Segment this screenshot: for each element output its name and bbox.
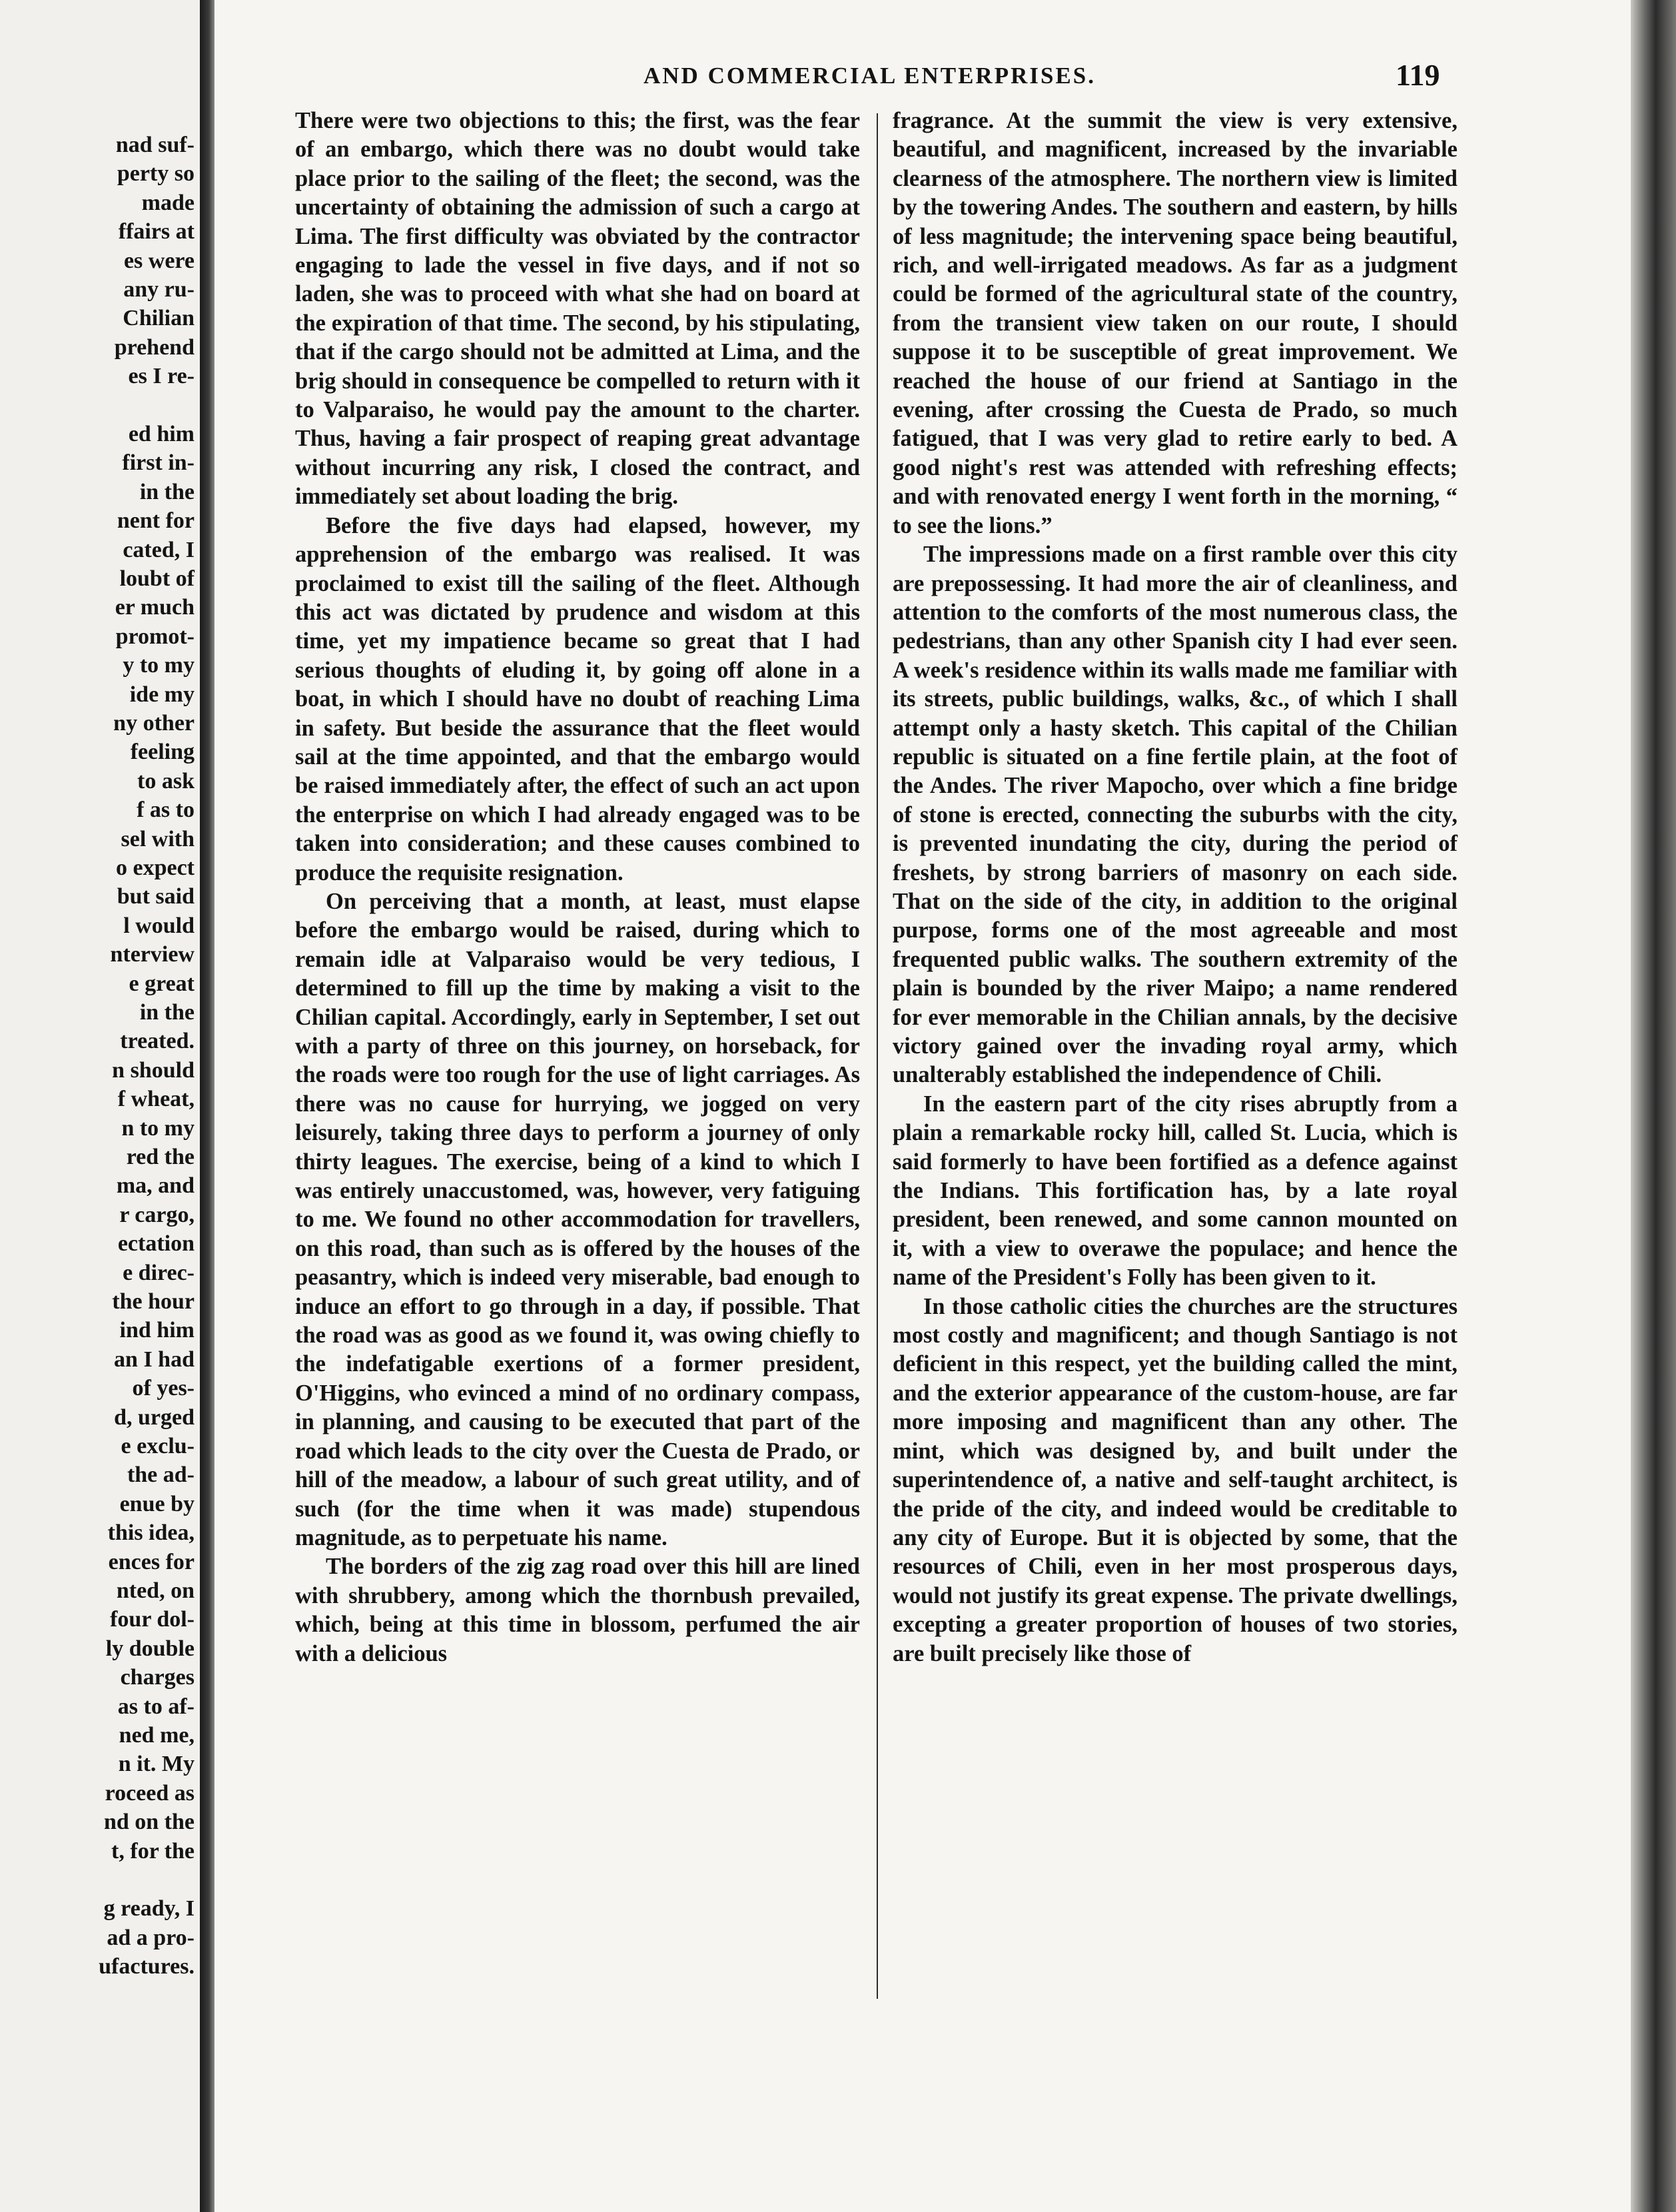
left-page-fragment: prehend <box>114 334 195 360</box>
left-page-fragment: roceed as <box>105 1780 195 1806</box>
left-page-fragment: ned me, <box>119 1723 195 1748</box>
left-page-fragment: o expect <box>115 855 195 880</box>
left-page-fragment: nterview <box>110 942 195 967</box>
left-page-fragment: four dol- <box>110 1607 195 1632</box>
left-page-fragment: e exclu- <box>121 1434 195 1458</box>
left-page-fragment: red the <box>126 1145 195 1169</box>
left-page-fragment: d, urged <box>114 1404 195 1430</box>
paragraph: fragrance. At the summit the view is very extensive, beautiful, and magnificent, increased by the invariable clearness of the atmosphere. The northern view is limited by the towering Andes. The southern and eastern, by hills of less magnitude; the intervening space being beautiful, rich, and well-irrigated meadows. As far as a judgment could be formed of the agricultural state of the country, from the transient view taken on our route, I should suppose it to be susceptible of great improvement. We reached the house of our friend at Santiago in the evening, after crossing the Cuesta de Prado, so much fatigued, that I was very glad to retire early to bed. A good night's rest was attended with refreshing effects; and with renovated energy I went forth in the morning, “ to see the lions.” <box>893 108 1458 538</box>
left-page-fragment: es I re- <box>128 364 195 389</box>
left-page-fragment: t, for the <box>111 1838 195 1864</box>
paragraph: Before the five days had elapsed, however, my apprehension of the embargo was realised. It was proclaimed to exist till the sailing of the fleet. Although this act was dictated by prudence and wisdom at this time, yet my impatience became so great that I had serious thoughts of eluding it, by going off alone in a boat, in which I should have no doubt of reaching Lima in safety. But beside the assurance that the fleet would sail at the time appointed, and that the embargo would be raised immediately after, the effect of such an act upon the enterprise on which I had already engaged was to be taken into consideration; and these causes combined to produce the requisite resignation. <box>295 512 860 885</box>
left-page-fragment: ad a pro- <box>107 1925 195 1950</box>
left-page-fragment: ectation <box>117 1231 195 1257</box>
paragraph: There were two objections to this; the first, was the fear of an embargo, which there was no doubt would take place prior to the sailing of the fleet; the second, was the uncertainty of obtaining the admission of such a cargo at Lima. The first difficulty was obviated by the contractor engaging to lade the vessel in five days, and if not so laden, she was to proceed with what she had on board at the expiration of that time. The second, by his stipulating, that if the cargo should not be admitted at Lima, and the brig should in consequence be compelled to return with it to Valparaiso, he would pay the amount to the charter. Thus, having a fair prospect of reaping great advantage without incurring any risk, I closed the contract, and immediately set about loading the brig. <box>295 108 860 510</box>
left-page-fragment: ny other <box>113 711 195 736</box>
left-page-fragment: ly double <box>105 1636 195 1661</box>
left-page-fragment: ffairs at <box>118 219 195 245</box>
left-page-fragment: this idea, <box>107 1520 195 1546</box>
paragraph: In those catholic cities the churches are the structures most costly and magnificent; and though Santiago is not deficient in this respect, yet the building called the mint, and the exterior appearance of the custom-house, are far more imposing and magnificent than any other. The mint, which was designed by, and built under the superintendence of, a native and self-taught architect, is the pride of the city, and indeed would be creditable to any city of Europe. But it is objected by some, that the resources of Chili, even in her most prosperous days, would not justify its great expense. The private dwellings, excepting a greater proportion of houses of two stories, are built precisely like those of <box>893 1293 1458 1666</box>
left-page-fragment: cated, I <box>123 537 195 562</box>
left-page-fragment: n should <box>112 1057 195 1083</box>
left-page-fragment: enue by <box>119 1491 195 1516</box>
left-page-fragment: charges <box>120 1665 195 1690</box>
left-page-fragment: in the <box>139 479 195 504</box>
left-page-fragment: e great <box>129 971 195 996</box>
left-text-column <box>295 107 860 1668</box>
left-page-fragment: n to my <box>121 1115 195 1141</box>
left-page-fragment: l would <box>123 913 195 938</box>
left-page-fragment: f as to <box>137 798 195 823</box>
left-page-fragment: ind him <box>119 1318 195 1343</box>
left-page-fragment: feeling <box>130 740 195 765</box>
left-page-fragment: an I had <box>114 1347 195 1372</box>
right-page-edge <box>1631 0 1676 2212</box>
left-page-fragment: ide my <box>129 682 195 707</box>
left-page-fragment: any ru- <box>123 277 195 302</box>
left-page-fragment: ma, and <box>116 1173 195 1199</box>
left-page-fragment: treated. <box>120 1029 195 1054</box>
book-gutter <box>200 0 214 2212</box>
left-page-edge <box>0 0 200 2212</box>
left-page-fragment: sel with <box>121 826 195 851</box>
left-page-fragment: n it. My <box>118 1752 195 1777</box>
left-page-fragment: but said <box>117 884 195 909</box>
left-page-fragment: first in- <box>122 450 195 476</box>
paragraph: On perceiving that a month, at least, must elapse before the embargo would be raised, during which to remain idle at Valparaiso would be very tedious, I determined to fill up the time by making a visit to the Chilian capital. Accordingly, early in September, I set out with a party of three on this journey, on horseback, for the roads were too rough for the use of light carriages. As there was no cause for hurrying, we jogged on very leisurely, taking three days to perform a journey of only thirty leagues. The exercise, being of a kind to which I was entirely unaccustomed, was, however, very fatiguing to me. We found no other accommodation for travellers, on this road, than such as is offered by the houses of the peasantry, which is indeed very miserable, bad enough to induce an effort to go through in a day, if possible. That the road was as good as we found it, was owing chiefly to the indefatigable exertions of a former president, O'Higgins, who evinced a mind of no ordinary compass, in planning, and causing to be executed that part of the road which leads to the city over the Cuesta de Prado, or hill of the meadow, a labour of such great utility, and of such (for the time when it was made) stupendous magnitude, as to perpetuate his name. <box>295 888 860 1550</box>
left-page-fragment: r cargo, <box>119 1202 195 1227</box>
left-page-fragment: er much <box>115 595 195 620</box>
left-page-fragment: ences for <box>108 1549 195 1574</box>
left-page-fragment: made <box>141 190 195 215</box>
left-page-fragment: perty so <box>117 161 195 187</box>
left-page-fragment: in the <box>139 1000 195 1025</box>
left-page-fragment: y to my <box>123 653 195 678</box>
right-text-column <box>893 107 1458 1668</box>
paragraph: In the eastern part of the city rises abruptly from a plain a remarkable rocky hill, called St. Lucia, which is said formerly to have been fortified as a defence against the Indians. This fortification has, by a late royal president, been renewed, and some cannon mounted on it, with a view to overawe the populace; and hence the name of the President's Folly has been given to it. <box>893 1091 1458 1291</box>
left-page-fragment: of yes- <box>132 1376 195 1401</box>
left-page-fragment: f wheat, <box>117 1087 195 1112</box>
left-page-fragment: promot- <box>115 624 195 649</box>
column-rule <box>877 113 878 1999</box>
left-page-fragment: the ad- <box>127 1462 195 1488</box>
left-page-fragment: es were <box>123 248 195 273</box>
left-page-fragment: ed him <box>128 422 195 446</box>
running-title: AND COMMERCIAL ENTERPRISES. <box>643 63 1096 89</box>
left-page-fragment: Chilian <box>123 306 195 331</box>
left-page-fragment: nted, on <box>116 1578 195 1603</box>
left-page-fragment: loubt of <box>119 566 195 591</box>
paragraph: The borders of the zig zag road over this hill are lined with shrubbery, among which the thornbush prevailed, which, being at this time in blossom, perfumed the air with a delicious <box>295 1554 860 1666</box>
left-page-fragment: as to af- <box>117 1694 195 1719</box>
paragraph: The impressions made on a first ramble over this city are prepossessing. It had more the air of cleanliness, and attention to the comforts of the most numerous class, the pedestrians, than any other Spanish city I had ever seen. A week's residence within its walls made me familiar with its streets, public buildings, walks, &c., of which I shall attempt only a hasty sketch. This capital of the Chilian republic is situated on a fine fertile plain, at the foot of the Andes. The river Mapocho, over which a fine bridge of stone is erected, connecting the suburbs with the city, is prevented inundating the city, during the period of freshets, by strong barriers of masonry on each side. That on the side of the city, in addition to the original purpose, forms one of the most agreeable and most frequented public walks. The southern extremity of the plain is bounded by the river Maipo; a name rendered for ever memorable in the Chilian annals, by the decisive victory gained over the invading royal army, which unalterably established the independence of Chili. <box>893 542 1458 1088</box>
left-page-fragment: nent for <box>117 508 195 534</box>
page-number: 119 <box>1396 58 1440 92</box>
left-page-fragment: e direc- <box>123 1260 195 1285</box>
left-page-fragment: to ask <box>137 768 195 794</box>
left-page-fragment: nad suf- <box>115 133 195 157</box>
left-page-fragment: the hour <box>112 1289 195 1314</box>
left-page-fragment: ufactures. <box>99 1954 195 1979</box>
left-page-fragment: g ready, I <box>103 1896 195 1922</box>
left-page-fragment: nd on the <box>103 1810 195 1835</box>
